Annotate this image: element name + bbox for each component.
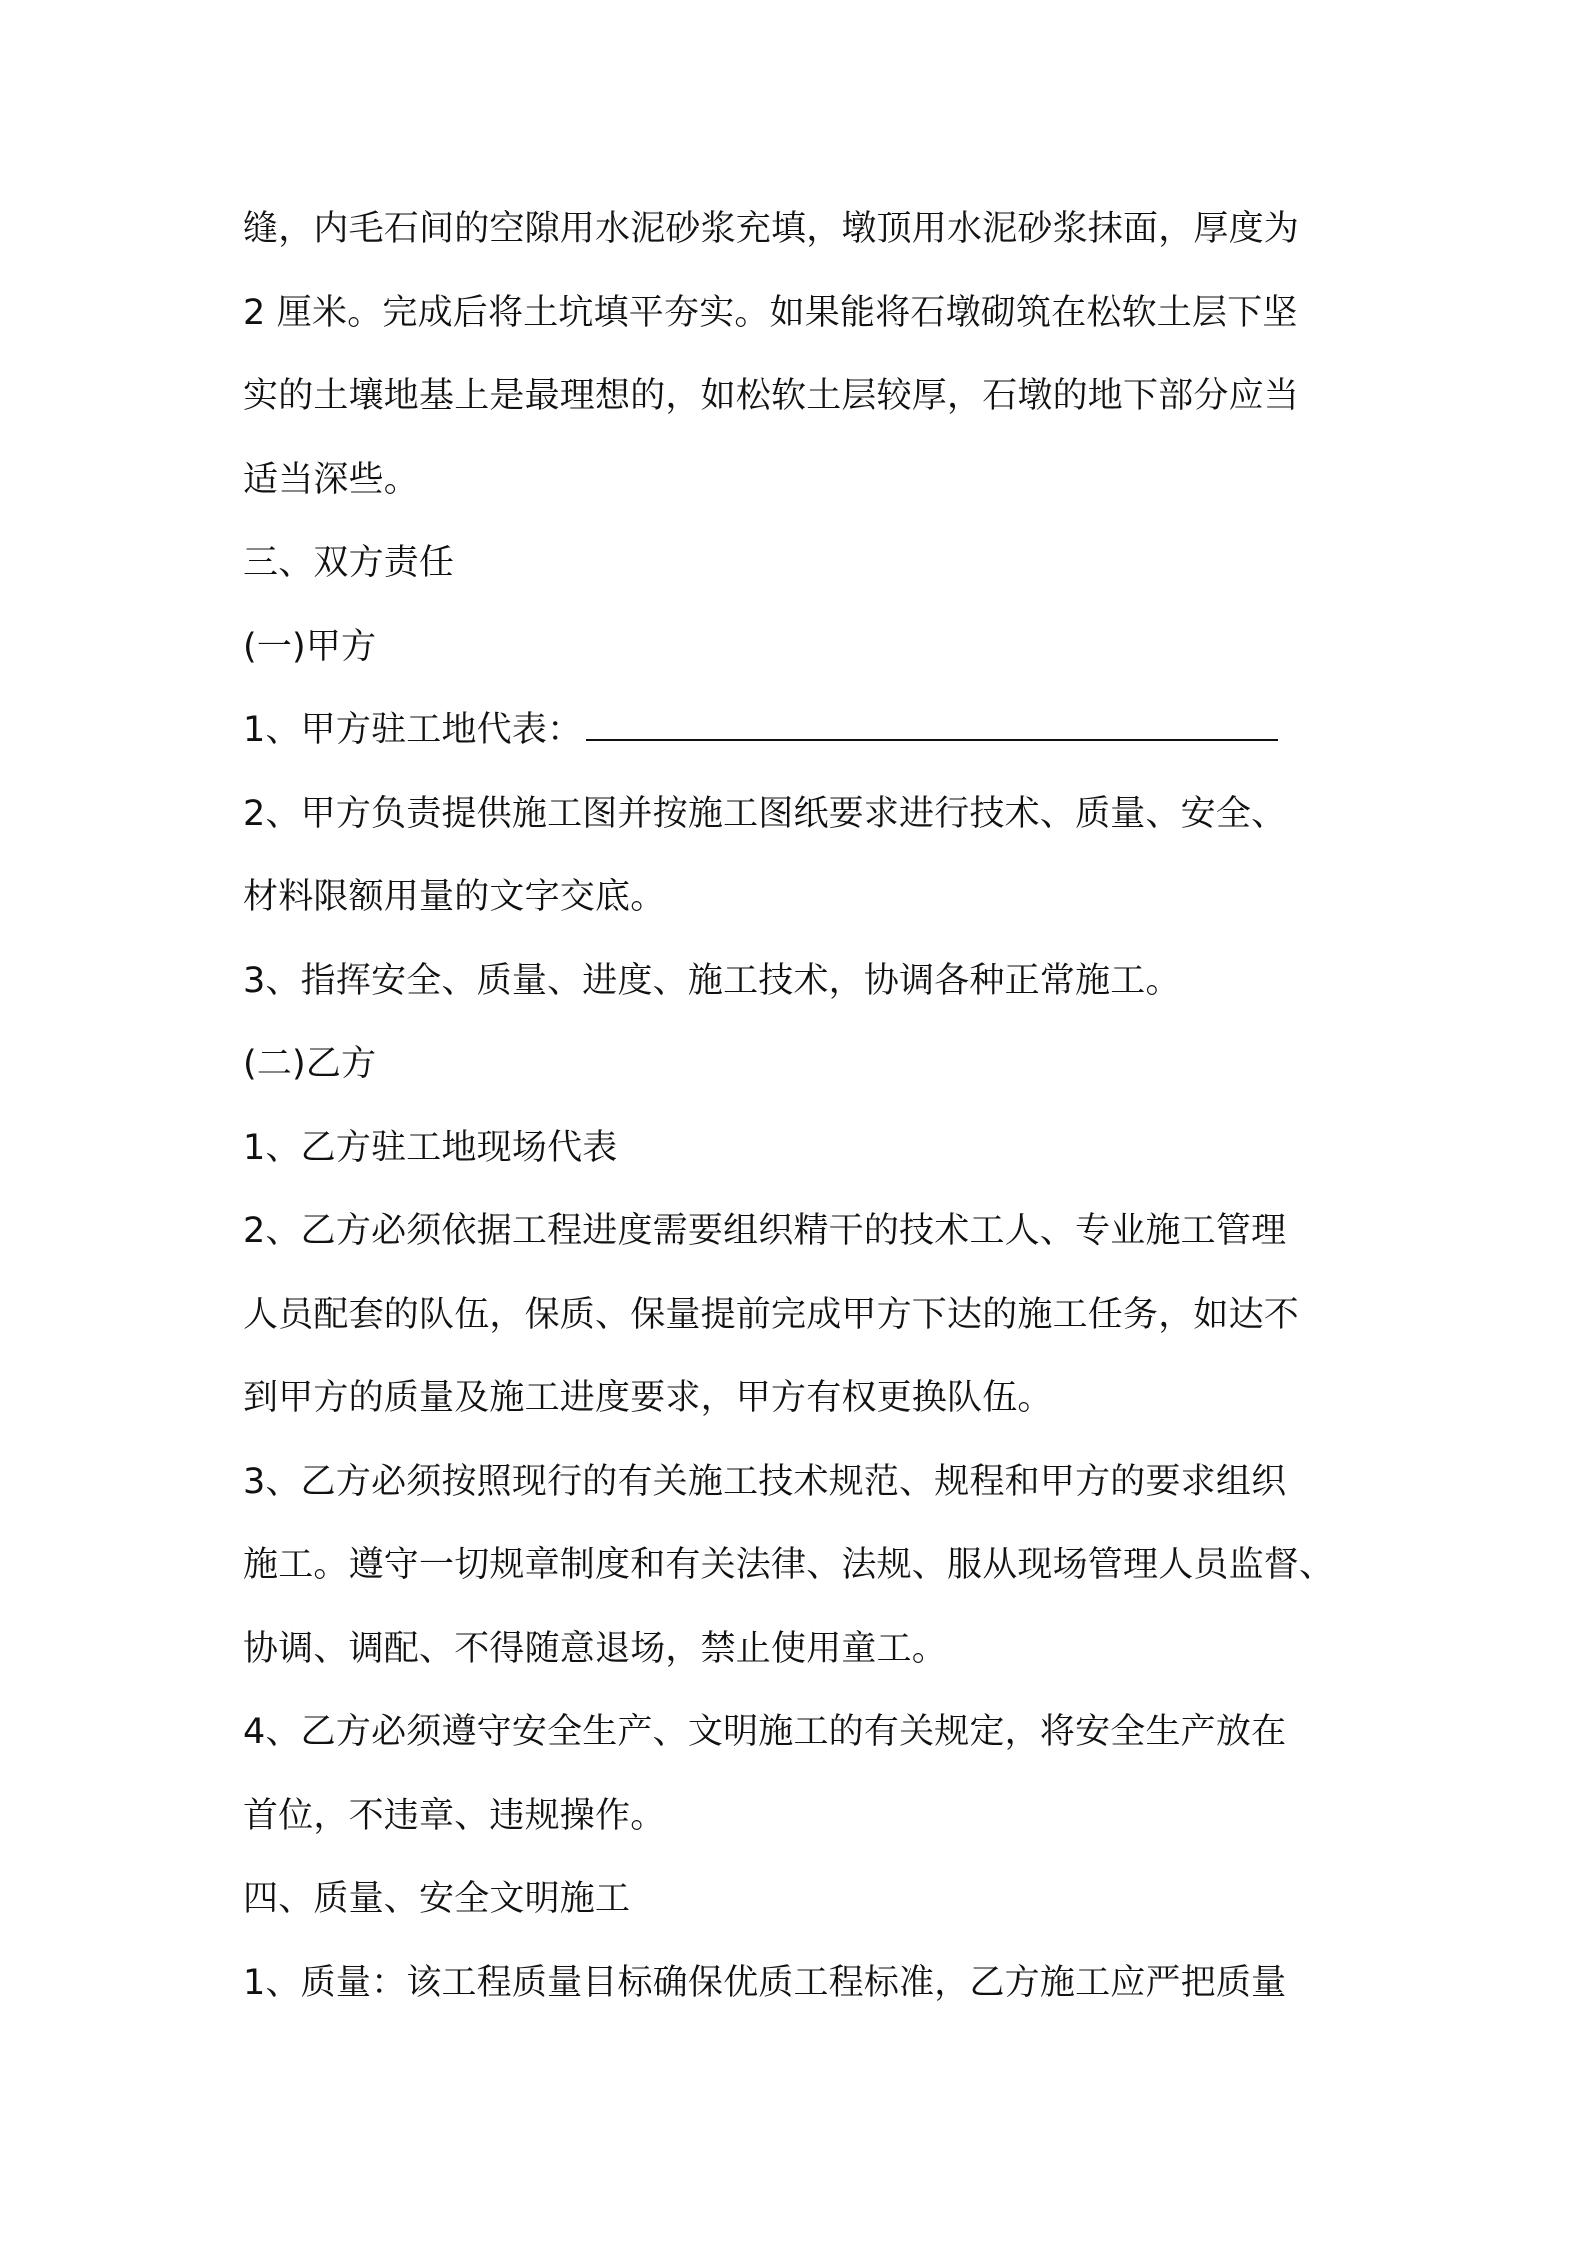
paragraph-line: 人员配套的队伍，保质、保量提前完成甲方下达的施工任务，如达不 [243, 1294, 1300, 1335]
paragraph-line: 1、质量：该工程质量目标确保优质工程标准，乙方施工应严把质量 [243, 1962, 1287, 2003]
paragraph-line-with-blank [243, 689, 1363, 773]
paragraph-line: 缝，内毛石间的空隙用水泥砂浆充填，墩顶用水泥砂浆抹面，厚度为 [243, 209, 1300, 249]
paragraph-text: 1、甲方驻工地代表： [243, 710, 583, 750]
section-heading: 三、双方责任 [243, 543, 455, 583]
subsection-heading: (一)甲方 [243, 626, 377, 667]
paragraph-line: 2 厘米。完成后将土坑填平夯实。如果能将石墩砌筑在松软土层下坚 [243, 292, 1298, 333]
paragraph-line: 施工。遵守一切规章制度和有关法律、法规、服从现场管理人员监督、 [243, 1545, 1335, 1585]
paragraph-line: 3、乙方必须按照现行的有关施工技术规范、规程和甲方的要求组织 [243, 1461, 1287, 1502]
document-body [243, 188, 1363, 2025]
paragraph-line: 材料限额用量的文字交底。 [243, 877, 666, 917]
paragraph-line: 1、乙方驻工地现场代表 [243, 1127, 618, 1168]
paragraph-line: 适当深些。 [243, 459, 420, 500]
subsection-heading: (二)乙方 [243, 1044, 377, 1084]
paragraph-line: 3、指挥安全、质量、进度、施工技术，协调各种正常施工。 [243, 960, 1181, 1001]
paragraph-line: 2、乙方必须依据工程进度需要组织精干的技术工人、专业施工管理 [243, 1211, 1287, 1251]
paragraph-line: 实的土壤地基上是最理想的，如松软土层较厚，石墩的地下部分应当 [243, 376, 1300, 416]
paragraph-line: 到甲方的质量及施工进度要求，甲方有权更换队伍。 [243, 1378, 1053, 1418]
section-heading: 四、质量、安全文明施工 [243, 1879, 631, 1919]
paragraph-line: 2、甲方负责提供施工图并按施工图纸要求进行技术、质量、安全、 [243, 793, 1287, 834]
fill-in-blank-line [586, 711, 1278, 741]
paragraph-line: 首位，不违章、违规操作。 [243, 1795, 666, 1836]
paragraph-line: 协调、调配、不得随意退场，禁止使用童工。 [243, 1628, 948, 1669]
paragraph-line: 4、乙方必须遵守安全生产、文明施工的有关规定，将安全生产放在 [243, 1712, 1287, 1752]
